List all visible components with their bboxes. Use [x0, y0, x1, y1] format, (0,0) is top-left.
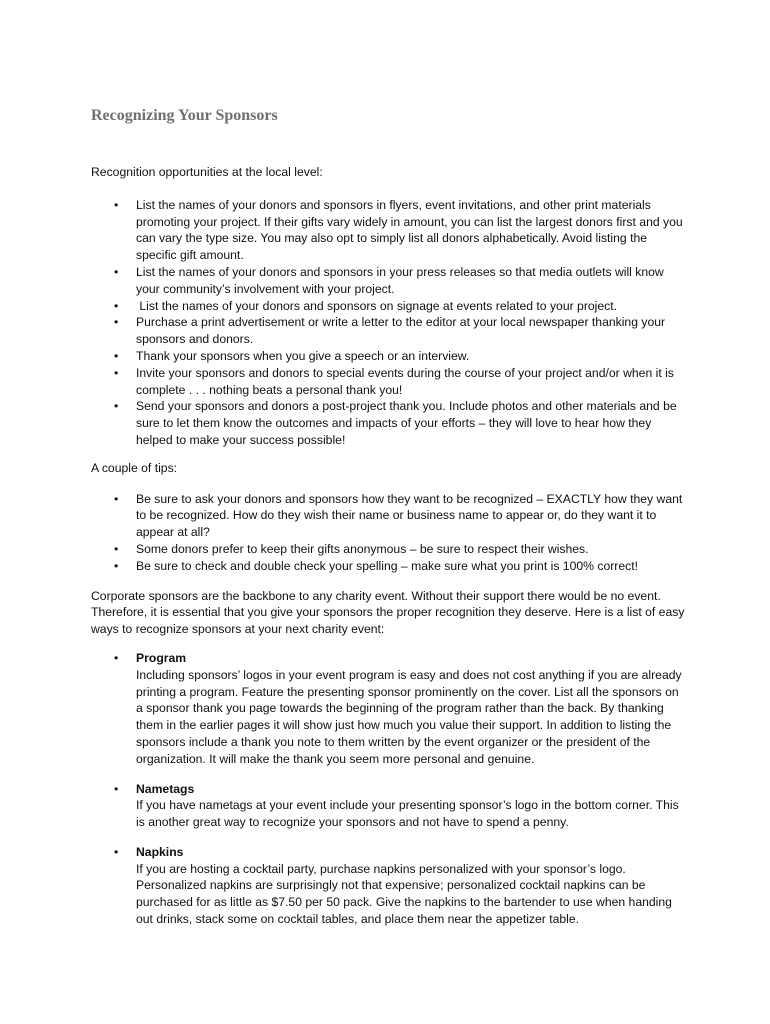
- list-item: • Send your sponsors and donors a post-project thank you. Include photos and other materials and be sure to let them know the outcomes and impacts of your efforts – they will love to hear how they helped to make your success possible!: [91, 398, 687, 448]
- list-item: • List the names of your donors and sponsors on signage at events related to your project.: [91, 298, 687, 315]
- idea-body: If you have nametags at your event include your presenting sponsor’s logo in the bottom corner. This is another great way to recognize your sponsors and not have to spend a penny.: [136, 798, 679, 830]
- recognition-ideas-list: [91, 650, 687, 928]
- idea-heading: • Program: [136, 650, 187, 665]
- list-item: • Invite your sponsors and donors to special events during the course of your project and/or when it is complete . . . nothing beats a personal thank you!: [91, 365, 687, 399]
- list-item: • Thank your sponsors when you give a speech or an interview.: [91, 348, 687, 365]
- local-recognition-list: [91, 197, 687, 449]
- list-item: • List the names of your donors and sponsors in flyers, event invitations, and other print materials promoting your project. If their gifts vary widely in amount, you can list the largest donors first and you can vary the type size. You may also opt to simply list all donors alphabetically. Avoid listing the specific gift amount.: [91, 197, 687, 264]
- idea-heading: • Nametags: [136, 781, 195, 796]
- list-item: • Some donors prefer to keep their gifts anonymous – be sure to respect their wishes.: [91, 541, 687, 558]
- idea-nametags: [91, 781, 687, 831]
- tips-list: [91, 491, 687, 575]
- intro-paragraph: Recognition opportunities at the local level:: [91, 165, 323, 179]
- page-title: Recognizing Your Sponsors: [91, 107, 278, 124]
- list-item: • Be sure to ask your donors and sponsors how they want to be recognized – EXACTLY how they want to be recognized. How do they wish their name or business name to appear or, do they want it to appear at all?: [91, 491, 687, 541]
- idea-heading: • Napkins: [136, 844, 184, 859]
- idea-napkins: [91, 844, 687, 928]
- corporate-paragraph: Corporate sponsors are the backbone to any charity event. Without their support there would be no event. Therefore, it is essential that you give your sponsors the proper recognition they deserve. Here is a list of easy ways to recognize sponsors at your next charity event:: [91, 588, 685, 637]
- list-item: • Be sure to check and double check your spelling – make sure what you print is 100% correct!: [91, 558, 687, 575]
- document-page: [91, 106, 687, 941]
- idea-body: If you are hosting a cocktail party, purchase napkins personalized with your sponsor’s logo. Personalized napkins are surprisingly not that expensive; personalized cocktail napkins can be purchased for as little as $7.50 per 50 pack. Give the napkins to the bartender to use when handing out drinks, stack some on cocktail tables, and place them near the appetizer table.: [136, 861, 672, 927]
- tips-heading: A couple of tips:: [91, 460, 178, 475]
- list-item: • Purchase a print advertisement or write a letter to the editor at your local newspaper thanking your sponsors and donors.: [91, 314, 687, 348]
- list-item: • List the names of your donors and sponsors in your press releases so that media outlets will know your community’s involvement with your project.: [91, 264, 687, 298]
- idea-program: [91, 650, 687, 768]
- idea-body: Including sponsors’ logos in your event program is easy and does not cost anything if you are already printing a program. Feature the presenting sponsor prominently on the cover. List all the sponsors on a sponsor thank you page towards the beginning of the program rather than the back. By thanking them in the earlier pages it will show just how much you value their support. In addition to listing the sponsors include a thank you note to them written by the event organizer or the president of the organization. It will make the thank you seem more personal and genuine.: [136, 667, 682, 766]
